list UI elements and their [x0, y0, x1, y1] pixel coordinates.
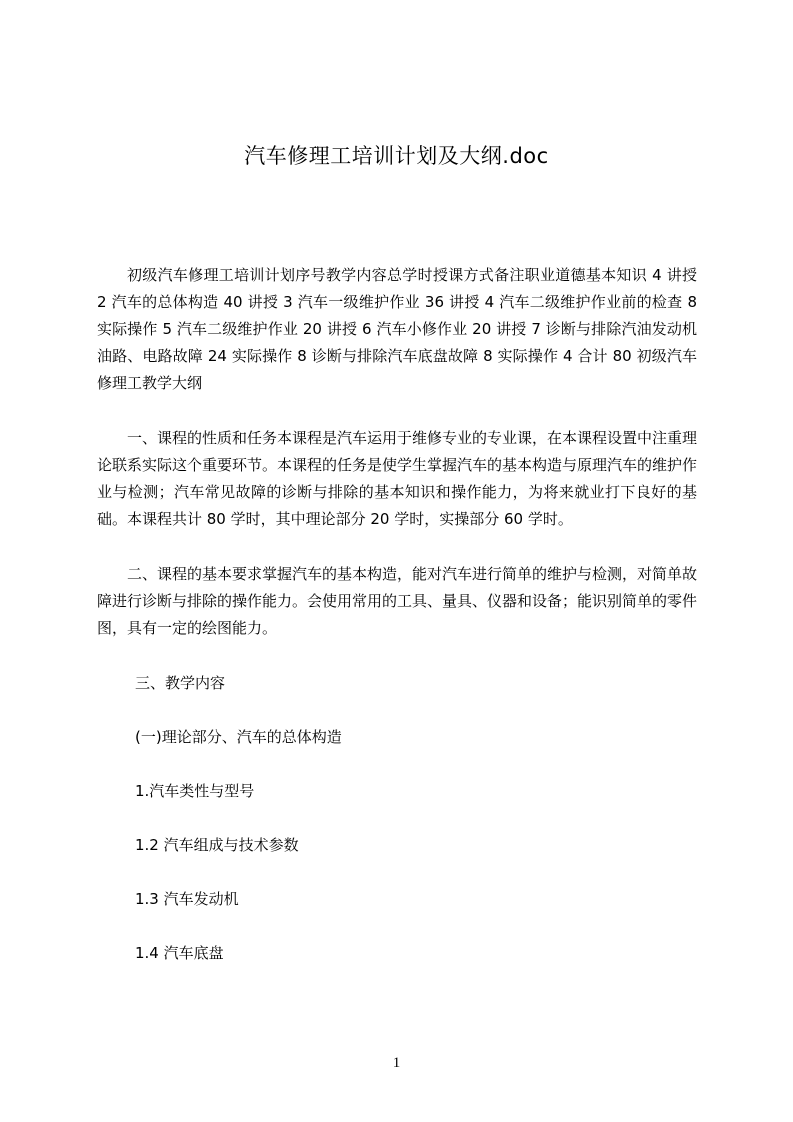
paragraph-course-requirements: 二、课程的基本要求掌握汽车的基本构造，能对汽车进行简单的维护与检测，对简单故障进行诊断与排除的操作能力。会使用常用的工具、量具、仪器和设备；能识别简单的零件图，具有一定的绘图能力。 [97, 565, 698, 637]
paragraph-training-plan: 初级汽车修理工培训计划序号教学内容总学时授课方式备注职业道德基本知识 4 讲授 2 汽车的总体构造 40 讲授 3 汽车一级维护作业 36 讲授 4 汽车二级维护作业前的检查 8 实际操作 5 汽车二级维护作业 20 讲授 6 汽车小修作业 20 讲授 7 诊断与排除汽油发动机油路、电路故障 24 实际操作 8 诊断与排除汽车底盘故障 8 实际操作 4 合计 80 初级汽车修理工教学大纲 [97, 266, 697, 392]
section-heading-teaching-content: 三、教学内容 [135, 674, 226, 692]
paragraph-spacer [97, 533, 697, 561]
line-spacer [97, 751, 697, 778]
list-item: 1.2 汽车组成与技术参数 [135, 836, 299, 854]
line-spacer [97, 697, 697, 724]
line-spacer [97, 913, 697, 940]
line-spacer [97, 805, 697, 832]
subsection-theory: (一)理论部分、汽车的总体构造 [135, 728, 342, 746]
page-number: 1 [392, 1055, 401, 1071]
list-item: 1.汽车类性与型号 [135, 782, 255, 800]
line-spacer [97, 859, 697, 886]
paragraph-spacer [97, 397, 697, 425]
document-title: 汽车修理工培训计划及大纲.doc [244, 144, 549, 168]
paragraph-course-nature: 一、课程的性质和任务本课程是汽车运用于维修专业的专业课，在本课程设置中注重理论联系实际这个重要环节。本课程的任务是使学生掌握汽车的基本构造与原理汽车的维护作业与检测；汽车常见故障的诊断与排除的基本知识和操作能力，为将来就业打下良好的基础。本课程共计 80 学时，其中理论部分 20 学时，实操部分 60 学时。 [97, 429, 698, 528]
list-item: 1.3 汽车发动机 [135, 890, 239, 908]
document-body [97, 262, 697, 967]
paragraph-spacer [97, 642, 697, 670]
list-item: 1.4 汽车底盘 [135, 944, 224, 962]
